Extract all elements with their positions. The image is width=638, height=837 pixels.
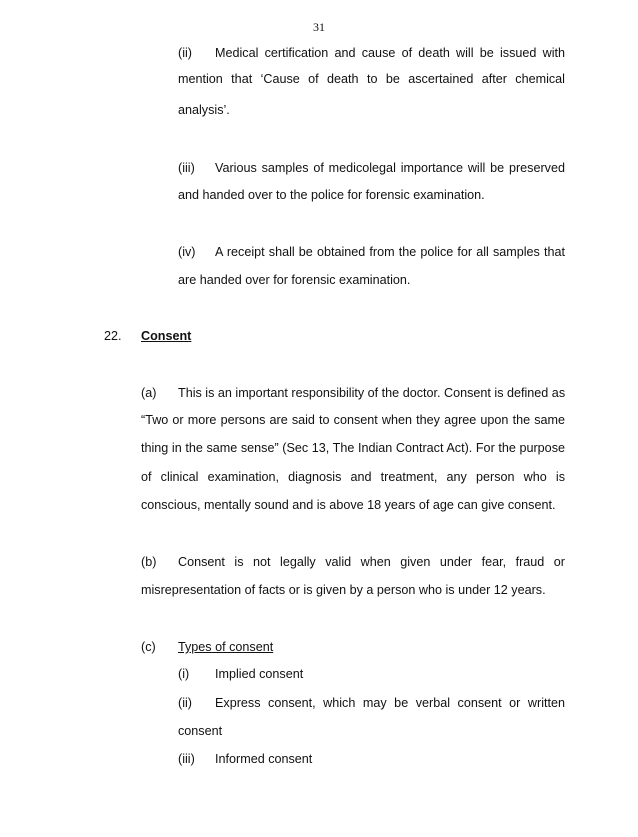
list-item-text-line: analysis’. bbox=[178, 103, 230, 117]
section-heading: Consent bbox=[141, 329, 192, 343]
list-item-label: (ii) bbox=[178, 696, 192, 710]
paragraph-label: (c) bbox=[141, 640, 156, 654]
subheading: Types of consent bbox=[178, 640, 274, 654]
paragraph-line: thing in the same sense” (Sec 13, The Indian Contract Act). For the purpose bbox=[141, 441, 565, 455]
list-item-text-line: A receipt shall be obtained from the police for all samples that bbox=[215, 245, 565, 259]
paragraph-line: of clinical examination, diagnosis and treatment, any person who is bbox=[141, 470, 565, 484]
list-item-text-line: Implied consent bbox=[215, 667, 304, 681]
list-item-text-line: Various samples of medicolegal importance will be preserved bbox=[215, 161, 565, 175]
list-item-text-line: Informed consent bbox=[215, 752, 313, 766]
paragraph-line: conscious, mentally sound and is above 18 years of age can give consent. bbox=[141, 498, 556, 512]
list-item-text-line: Express consent, which may be verbal consent or written bbox=[215, 696, 565, 710]
section-number: 22. bbox=[104, 329, 122, 343]
paragraph-line: This is an important responsibility of the doctor. Consent is defined as bbox=[178, 386, 565, 400]
paragraph-label: (a) bbox=[141, 386, 157, 400]
paragraph-line: Consent is not legally valid when given under fear, fraud or bbox=[178, 555, 565, 569]
list-item-text-line: are handed over for forensic examination. bbox=[178, 273, 411, 287]
list-item-label: (iii) bbox=[178, 161, 195, 175]
list-item-text-line: mention that ‘Cause of death to be ascertained after chemical bbox=[178, 72, 565, 86]
list-item-label: (i) bbox=[178, 667, 190, 681]
list-item-label: (iii) bbox=[178, 752, 195, 766]
list-item-text-line: consent bbox=[178, 724, 223, 738]
paragraph-label: (b) bbox=[141, 555, 157, 569]
list-item-text-line: Medical certification and cause of death will be issued with bbox=[215, 46, 565, 60]
paragraph-line: “Two or more persons are said to consent when they agree upon the same bbox=[141, 413, 565, 427]
list-item-label: (ii) bbox=[178, 46, 192, 60]
list-item-text-line: and handed over to the police for forensic examination. bbox=[178, 188, 485, 202]
paragraph-line: misrepresentation of facts or is given by a person who is under 12 years. bbox=[141, 583, 546, 597]
page-number: 31 bbox=[313, 20, 325, 34]
list-item-label: (iv) bbox=[178, 245, 196, 259]
